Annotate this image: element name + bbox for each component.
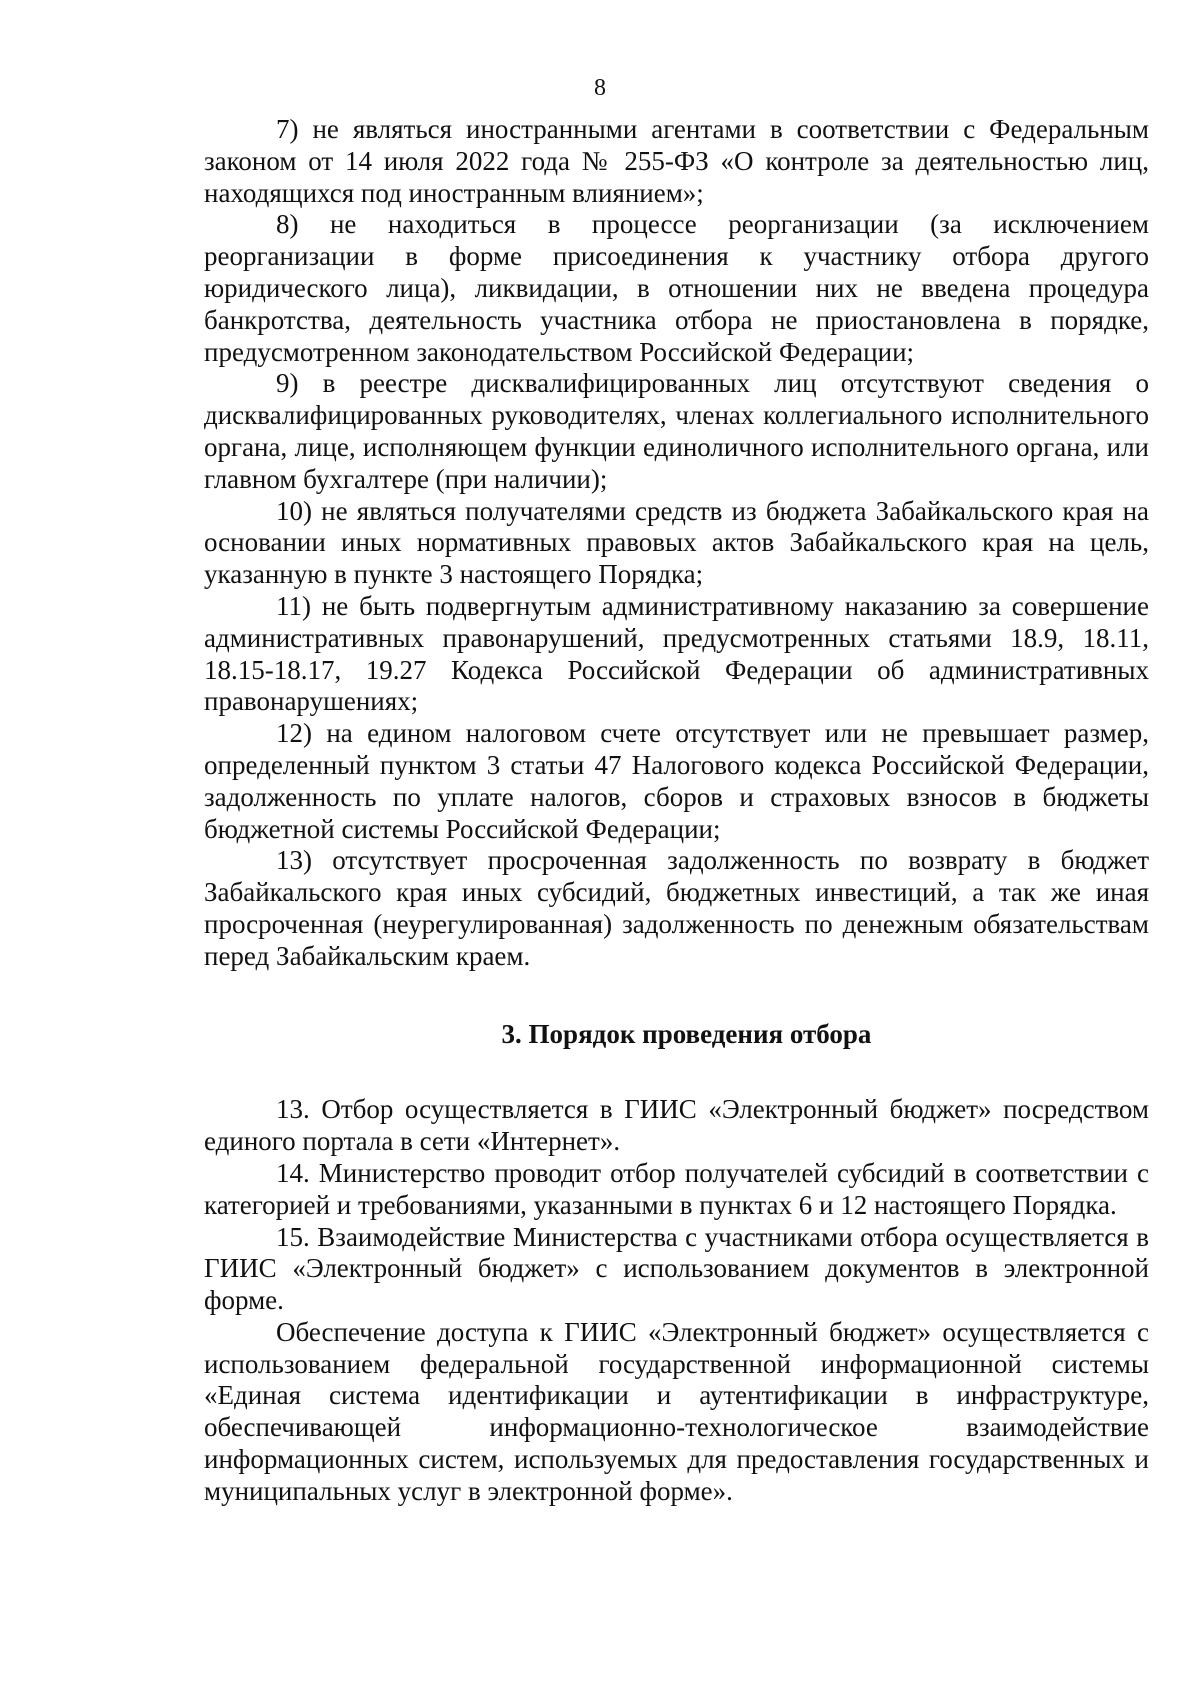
list-item-9: 9) в реестре дисквалифицированных лиц отсутствуют сведения о дисквалифицированных руководителях, членах коллегиального исполнительного органа, лице, исполняющем функции единоличного исполнительного органа, или главном бухгалтере (при наличии);	[204, 368, 1149, 494]
list-item-12: 12) на едином налоговом счете отсутствует или не превышает размер, определенный пунктом 3 статьи 47 Налогового кодекса Российской Федерации, задолженность по уплате налогов, сборов и страховых взносов в бюджеты бюджетной системы Российской Федерации;	[204, 718, 1149, 844]
page-number: 8	[594, 75, 606, 101]
clause-15: 15. Взаимодействие Министерства с участниками отбора осуществляется в ГИИС «Электронный бюджет» с использованием документов в электронной форме.	[204, 1221, 1149, 1316]
list-item-10: 10) не являться получателями средств из бюджета Забайкальского края на основании иных нормативных правовых актов Забайкальского края на цель, указанную в пункте 3 настоящего Порядка;	[204, 495, 1149, 590]
list-item-13: 13) отсутствует просроченная задолженность по возврату в бюджет Забайкальского края иных субсидий, бюджетных инвестиций, а так же иная просроченная (неурегулированная) задолженность по денежным обязательствам перед Забайкальским краем.	[204, 845, 1149, 971]
list-item-11: 11) не быть подвергнутым административному наказанию за совершение административных правонарушений, предусмотренных статьями 18.9, 18.11, 18.15-18.17, 19.27 Кодекса Российской Федерации об административных правонарушениях;	[204, 590, 1149, 717]
clause-15-continuation: Обеспечение доступа к ГИИС «Электронный бюджет» осуществляется с использованием федеральной государственной информационной системы «Единая система идентификации и аутентификации в инфраструктуре, обеспечивающей информационно-технологическое взаимодействие информационных систем, используемых для предоставления государственных и муниципальных услуг в электронной форме».	[204, 1316, 1149, 1506]
section-heading: 3. Порядок проведения отбора	[501, 1018, 872, 1049]
clause-13: 13. Отбор осуществляется в ГИИС «Электронный бюджет» посредством единого портала в сети «Интернет».	[204, 1094, 1149, 1157]
list-item-7: 7) не являться иностранными агентами в соответствии с Федеральным законом от 14 июля 2022 года № 255-ФЗ «О контроле за деятельностью лиц, находящихся под иностранным влиянием»;	[204, 114, 1149, 208]
clause-14: 14. Министерство проводит отбор получателей субсидий в соответствии с категорией и требованиями, указанными в пунктах 6 и 12 настоящего Порядка.	[204, 1157, 1149, 1220]
list-item-8: 8) не находиться в процессе реорганизации (за исключением реорганизации в форме присоединения к участнику отбора другого юридического лица), ликвидации, в отношении них не введена процедура банкротства, деятельность участника отбора не приостановлена в порядке, предусмотренном законодательством Российской Федерации;	[204, 209, 1149, 367]
document-body	[204, 114, 1149, 1508]
